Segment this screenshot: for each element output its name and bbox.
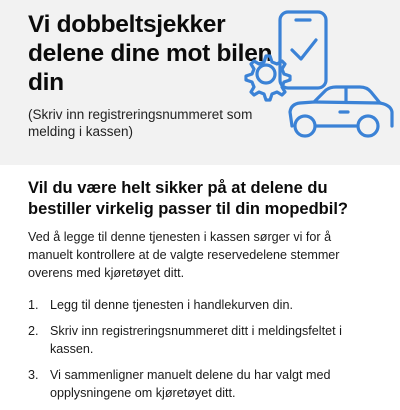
list-item — [28, 366, 378, 402]
step-number: 3. — [28, 368, 39, 382]
car-icon — [290, 87, 392, 136]
page-title: Vi dobbeltsjekker delene dine mot bilen din — [28, 11, 273, 96]
service-illustration — [236, 8, 396, 138]
section-title: Vil du være helt sikker på at delene du bestiller virkelig passer til din mopedbil? — [28, 179, 349, 218]
step-text: Vi sammenligner manuelt delene du har valgt med opplysningene om kjøretøyet ditt. — [50, 368, 331, 400]
list-item — [28, 296, 378, 314]
hero-banner — [0, 0, 400, 165]
step-number: 2. — [28, 324, 39, 338]
gear-icon — [246, 56, 290, 100]
step-text: Skriv inn registreringsnummeret ditt i meldingsfeltet i kassen. — [50, 324, 342, 356]
section-intro: Ved å legge til denne tjenesten i kassen sørger vi for å manuelt kontrollere at de valgte reservedelene stemmer overens med kjøretøyet ditt. — [28, 230, 340, 280]
service-info — [28, 178, 378, 410]
step-number: 1. — [28, 298, 39, 312]
hero-subtitle: (Skriv inn registreringsnummeret som melding i kassen) — [28, 107, 253, 139]
steps-list — [28, 296, 378, 402]
step-text: Legg til denne tjenesten i handlekurven din. — [50, 298, 293, 312]
list-item — [28, 322, 378, 358]
